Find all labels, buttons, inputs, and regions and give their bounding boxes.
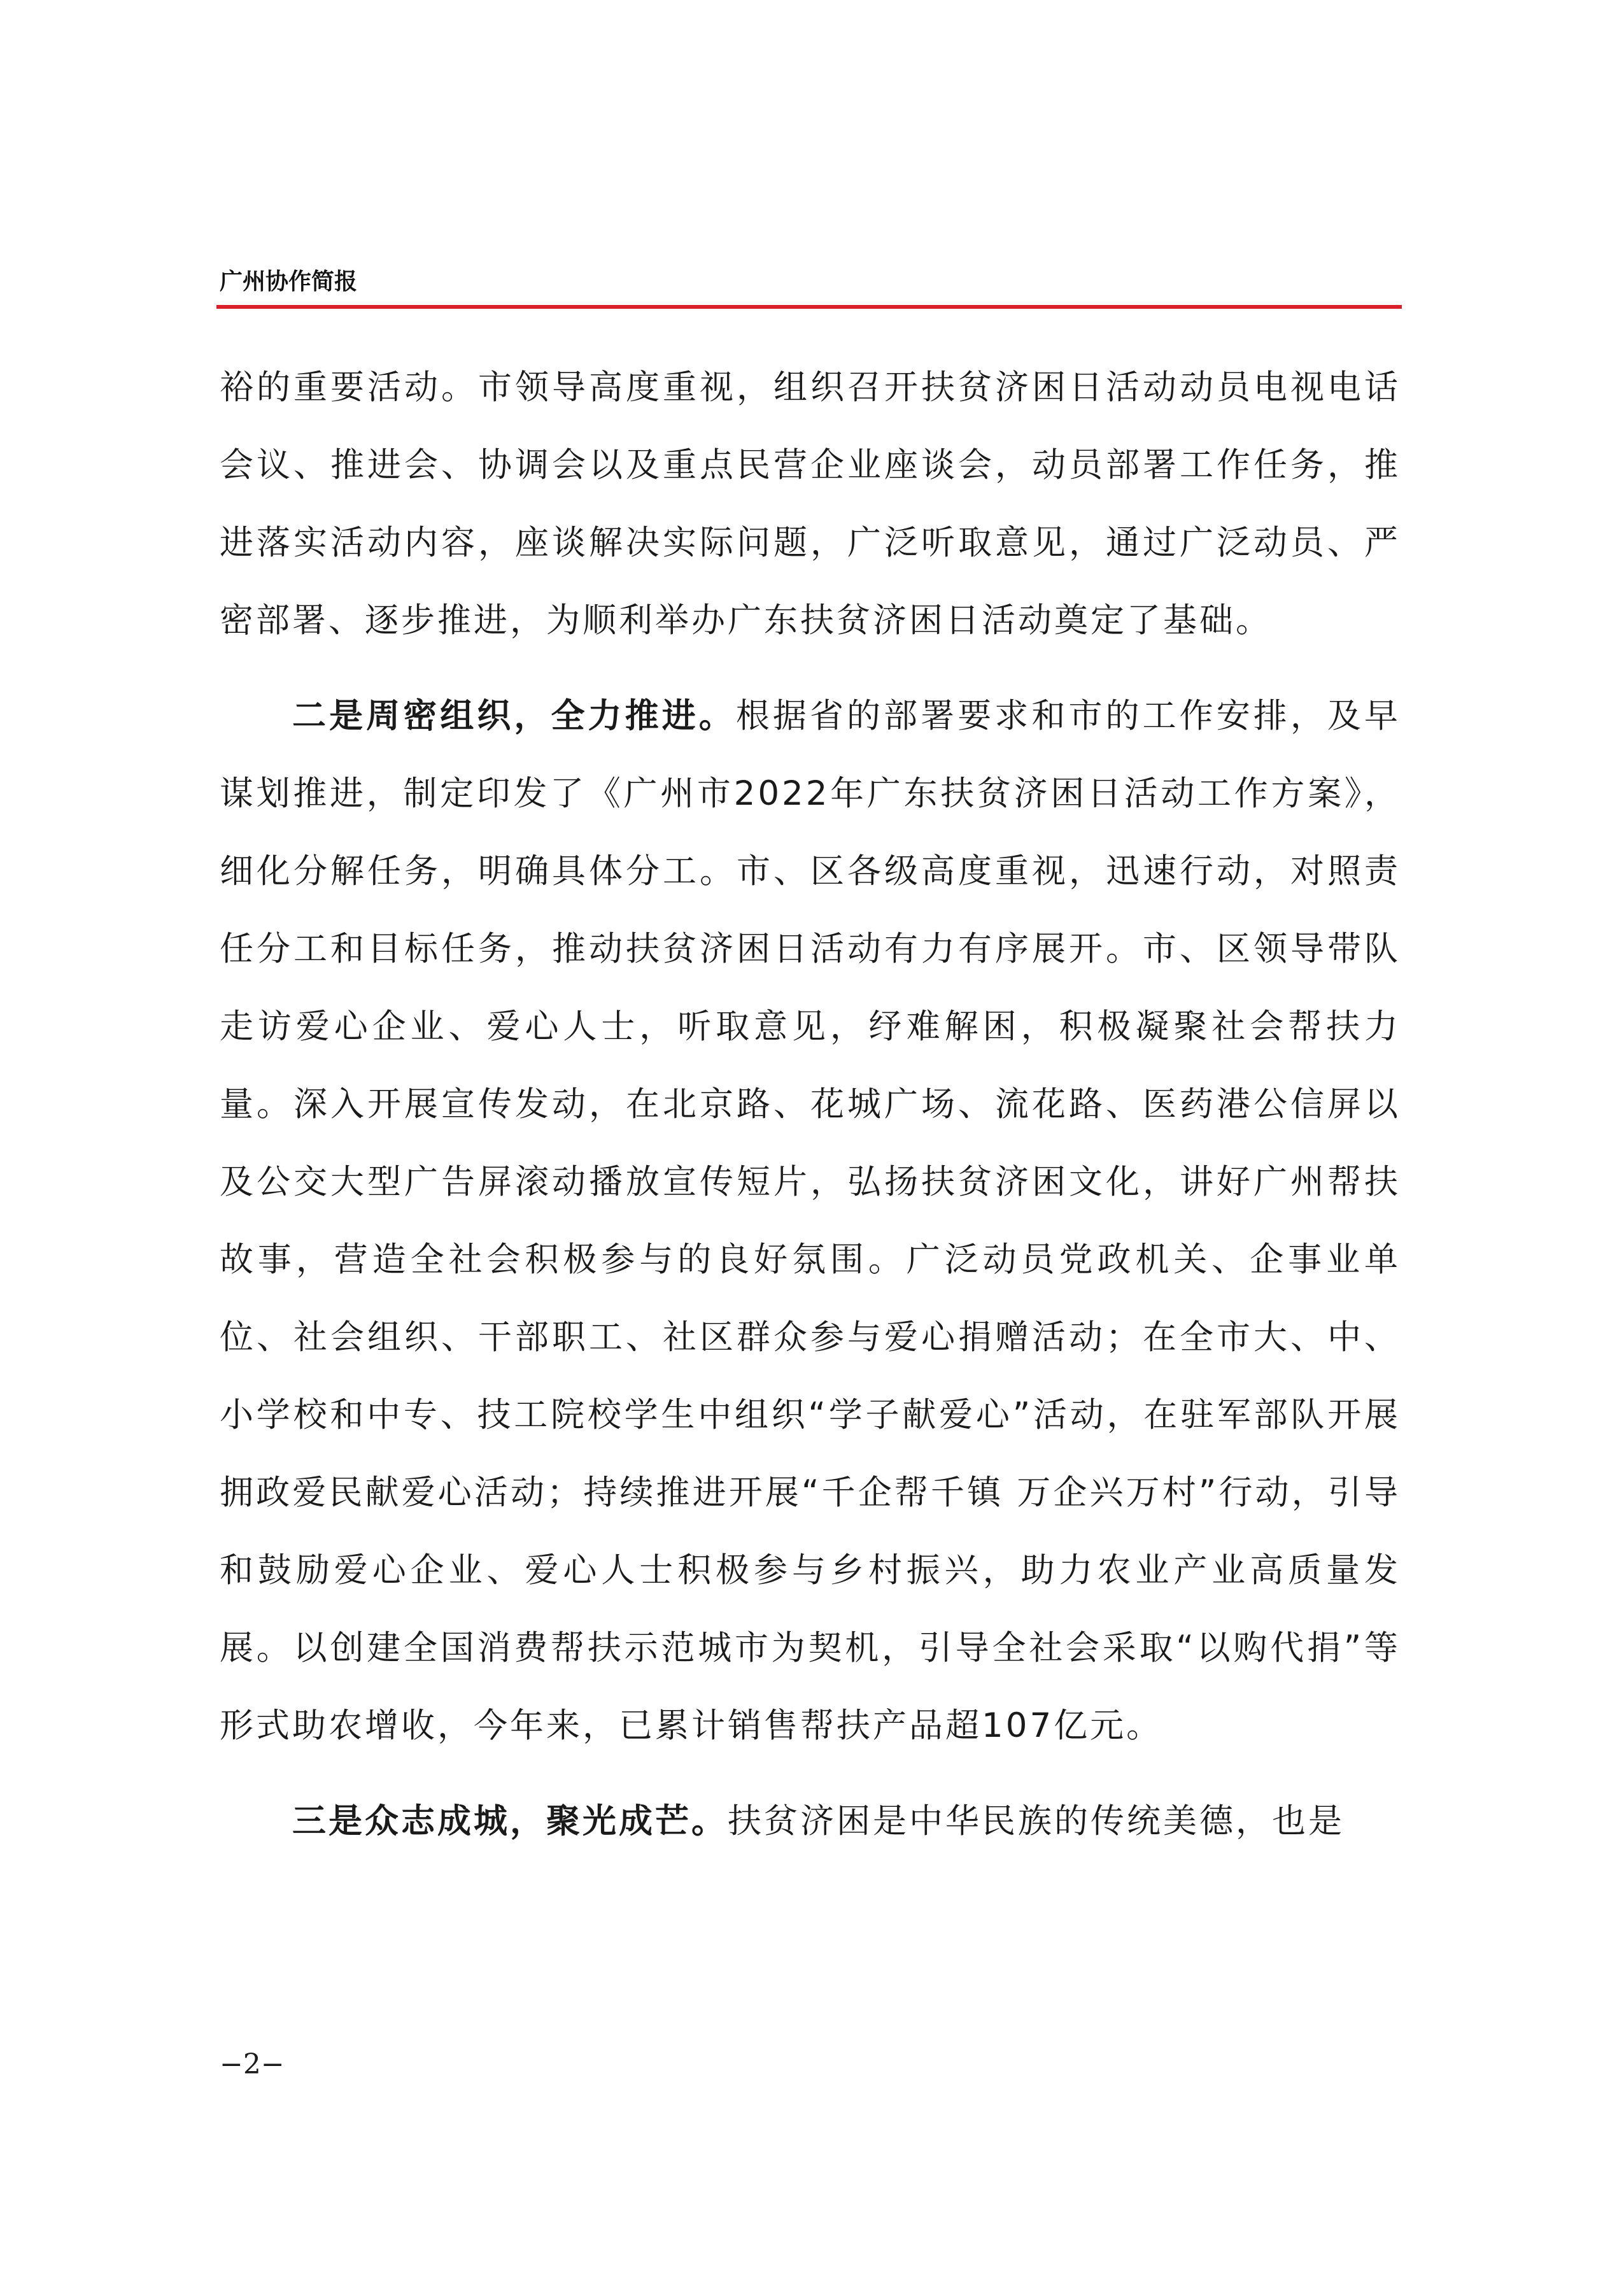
paragraph-2-lead: 二是周密组织，全力推进。: [292, 697, 736, 735]
paragraph-3-text: 扶贫济困是中华民族的传统美德，也是: [728, 1802, 1345, 1841]
paragraph-2-text: 根据省的部署要求和市的工作安排，及早谋划推进，制定印发了《广州市2022年广东扶贫济困日活动工作方案》，细化分解任务，明确具体分工。市、区各级高度重视，迅速行动，对照责任分工和目标任务，推动扶贫济困日活动有力有序展开。市、区领导带队走访爱心企业、爱心人士，听取意见，纾难解困，积极凝聚社会帮扶力量。深入开展宣传发动，在北京路、花城广场、流花路、医药港公信屏以及公交大型广告屏滚动播放宣传短片，弘扬扶贫济困文化，讲好广州帮扶故事，营造全社会积极参与的良好氛围。广泛动员党政机关、企事业单位、社会组织、干部职工、社区群众参与爱心捐赠活动；在全市大、中、小学校和中专、技工院校学生中组织“学子献爱心”活动，在驻军部队开展拥政爱民献爱心活动；持续推进开展“千企帮千镇 万企兴万村”行动，引导和鼓励爱心企业、爱心人士积极参与乡村振兴，助力农业产业高质量发展。以创建全国消费帮扶示范城市为契机，引导全社会采取“以购代捐”等形式助农增收，今年来，已累计销售帮扶产品超107亿元。: [220, 697, 1401, 1745]
header-divider: [216, 305, 1402, 309]
paragraph-1: [220, 349, 1401, 660]
publication-title: 广州协作简报: [220, 269, 358, 295]
paragraph-2: [220, 677, 1401, 1765]
paragraph-3: [220, 1783, 1401, 1860]
page-number: −2−: [220, 2048, 285, 2081]
paragraph-1-text: 裕的重要活动。市领导高度重视，组织召开扶贫济困日活动动员电视电话会议、推进会、协调会以及重点民营企业座谈会，动员部署工作任务，推进落实活动内容，座谈解决实际问题，广泛听取意见，通过广泛动员、严密部署、逐步推进，为顺利举办广东扶贫济困日活动奠定了基础。: [220, 368, 1401, 640]
paragraph-3-lead: 三是众志成城，聚光成芒。: [292, 1802, 728, 1841]
article-body: [220, 349, 1401, 1860]
